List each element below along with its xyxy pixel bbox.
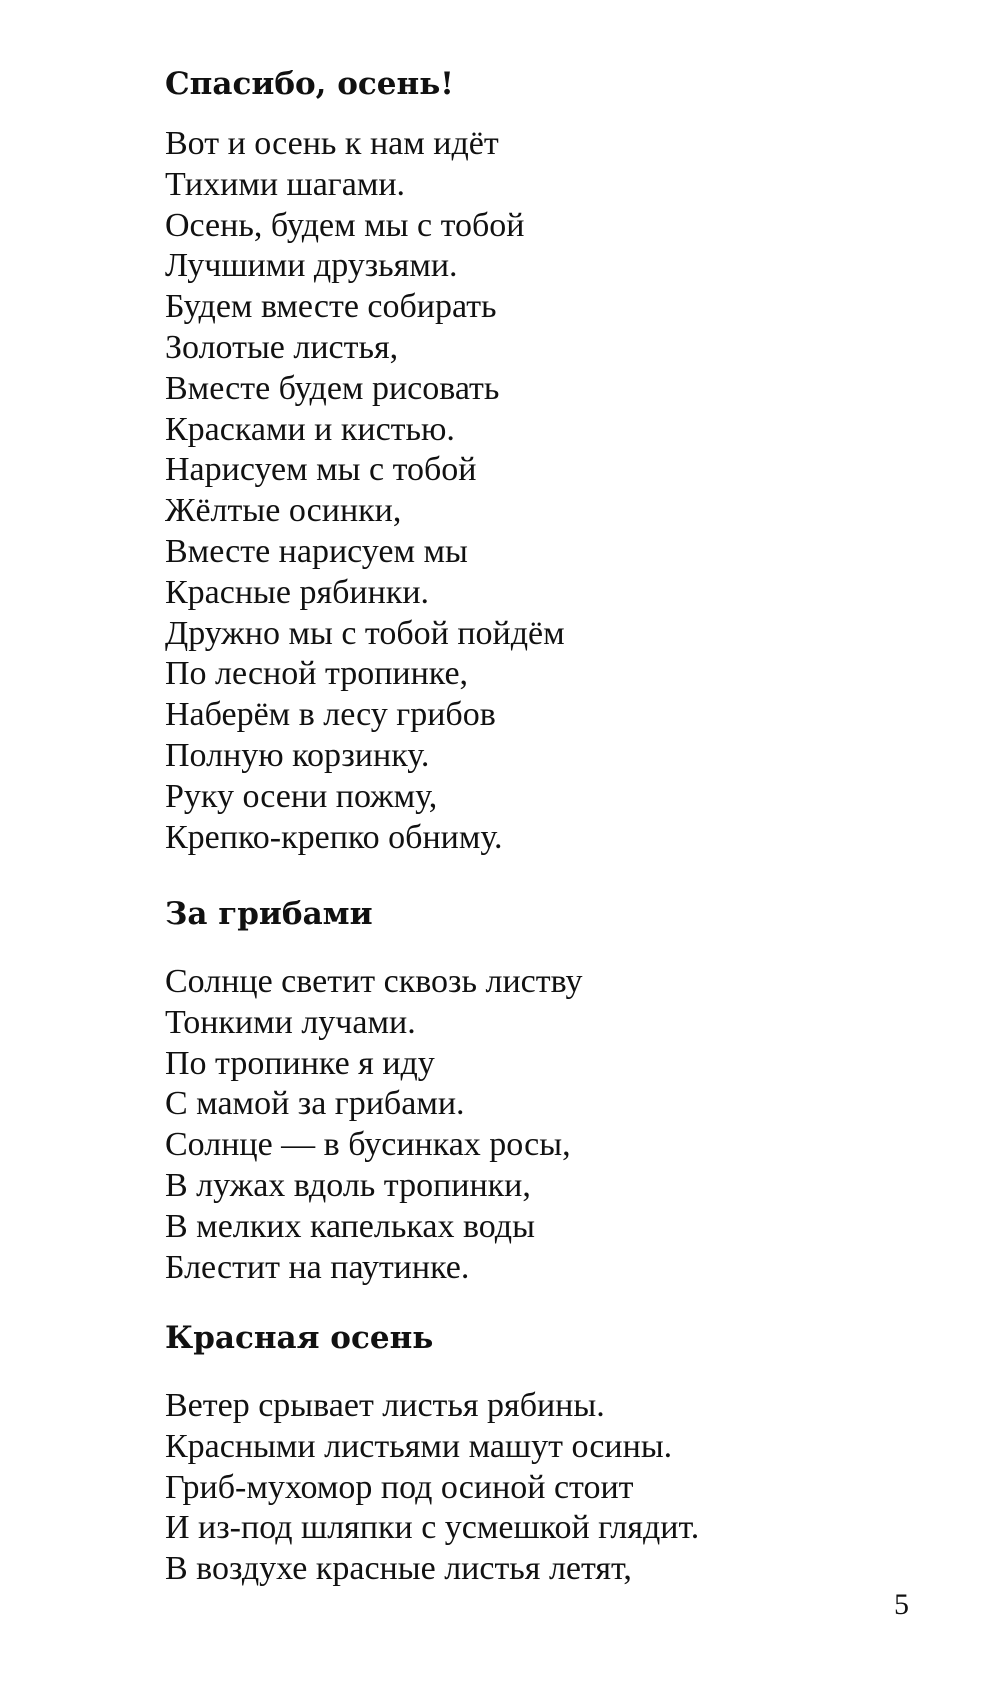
poem-line: Вместе будем рисовать xyxy=(165,369,500,407)
poem-title: Спасибо, осень! xyxy=(165,66,454,102)
poem-line: По тропинке я иду xyxy=(165,1044,435,1082)
page-number: 5 xyxy=(894,1588,909,1621)
poem-line: В мелких капельках воды xyxy=(165,1207,535,1245)
poem-line: Лучшими друзьями. xyxy=(165,247,458,285)
poem-line: С мамой за грибами. xyxy=(165,1085,465,1123)
poem-line: По лесной тропинке, xyxy=(165,655,469,693)
poem-line: Дружно мы с тобой пойдём xyxy=(165,614,565,652)
poem-line: Гриб-мухомор под осиной стоит xyxy=(165,1468,634,1506)
poem-line: Крепко-крепко обниму. xyxy=(165,818,503,856)
poem-lines xyxy=(165,962,965,1288)
poem-title: За грибами xyxy=(165,896,373,932)
poem-line: Красными листьями машут осины. xyxy=(165,1427,673,1465)
poem-line: Солнце светит сквозь листву xyxy=(165,963,583,1000)
poem-line: Тихими шагами. xyxy=(165,165,406,203)
poem-line: Тонкими лучами. xyxy=(165,1003,416,1041)
poem-line: В лужах вдоль тропинки, xyxy=(165,1166,531,1204)
poem-lines xyxy=(165,1386,965,1590)
poem-line: В воздухе красные листья летят, xyxy=(165,1550,632,1588)
poem-line: Вместе нарисуем мы xyxy=(165,532,468,570)
poem-line: Нарисуем мы с тобой xyxy=(165,451,477,489)
poem-line: Солнце — в бусинках росы, xyxy=(165,1126,571,1164)
poem-krasnaya-osen xyxy=(165,1318,965,1590)
poem-spasibo-osen xyxy=(165,64,965,858)
poem-line: Ветер срывает листья рябины. xyxy=(165,1387,605,1424)
poem-za-gribami xyxy=(165,894,965,1288)
poem-line: И из-под шляпки с усмешкой глядит. xyxy=(165,1509,700,1547)
poem-line: Жёлтые осинки, xyxy=(165,492,402,530)
poem-line: Красками и кистью. xyxy=(165,410,455,448)
poem-title: Красная осень xyxy=(165,1320,434,1356)
poem-line: Красные рябинки. xyxy=(165,573,430,611)
poem-lines xyxy=(165,124,965,858)
poem-line: Будем вместе собирать xyxy=(165,288,497,326)
poem-line: Вот и осень к нам идёт xyxy=(165,125,499,162)
poem-line: Осень, будем мы с тобой xyxy=(165,206,525,244)
poem-line: Золотые листья, xyxy=(165,328,399,366)
poem-line: Блестит на паутинке. xyxy=(165,1248,470,1286)
poem-line: Полную корзинку. xyxy=(165,736,430,774)
poem-line: Руку осени пожму, xyxy=(165,777,438,815)
poem-line: Наберём в лесу грибов xyxy=(165,696,496,734)
